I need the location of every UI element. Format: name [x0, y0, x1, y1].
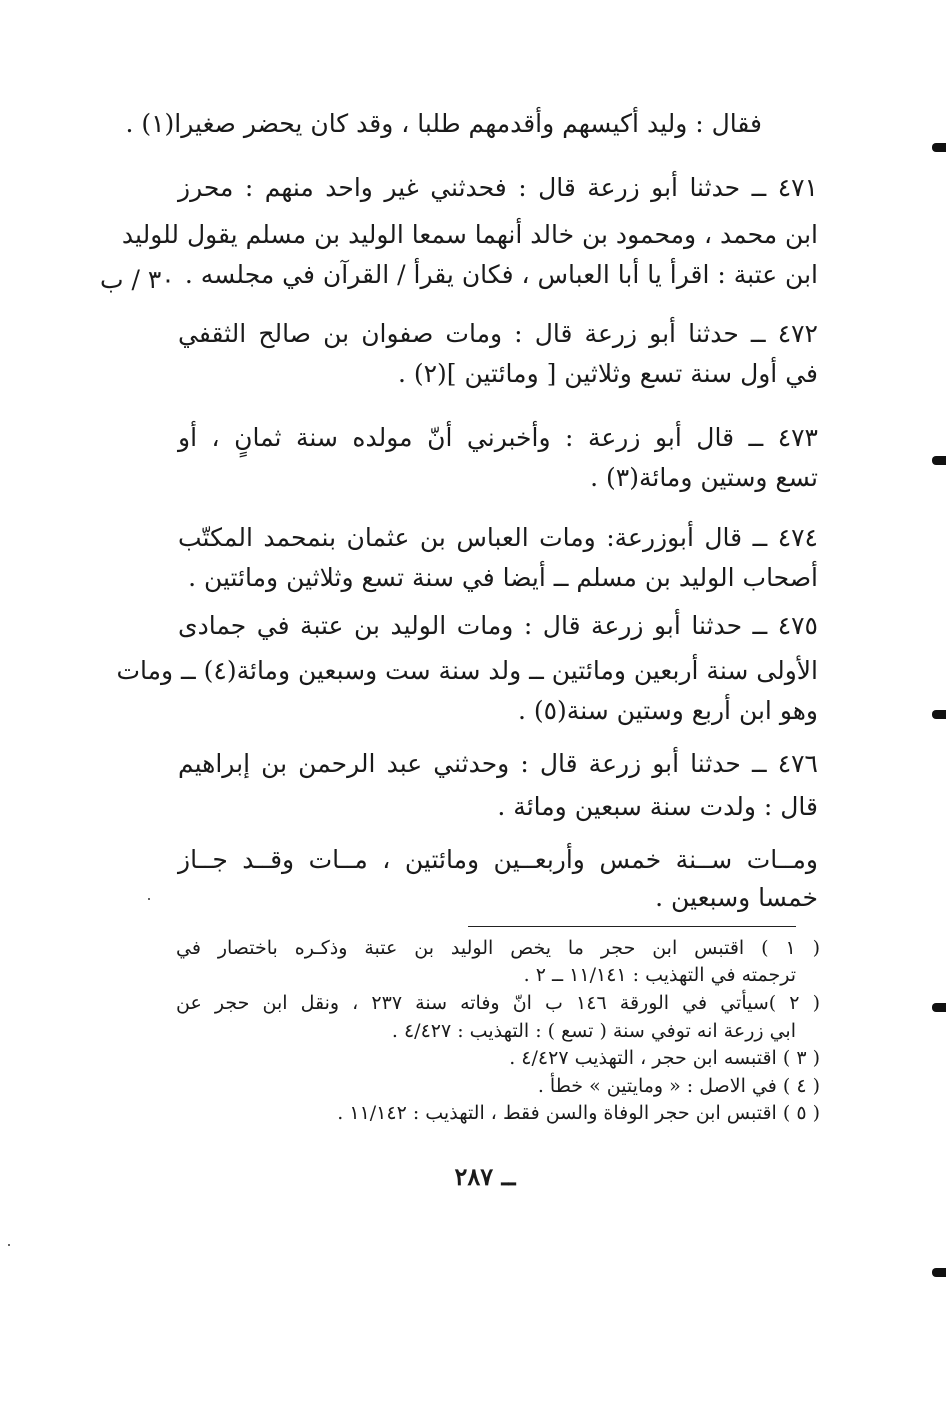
- footnote-1-line-1: ( ١ ) اقتبس ابن حجر ما يخص الوليد بن عتبة وذكـره باختصار في: [176, 937, 820, 959]
- footnote-3: ( ٣ ) اقتبسه ابن حجر ، التهذيب ٤/٤٢٧ .: [509, 1047, 820, 1069]
- closing-line-1: ومــات ســنة خمس وأربعــين ومائتين ، مــات وقــد جــاز: [178, 845, 818, 874]
- page-number: ــ ٢٨٧: [454, 1162, 516, 1191]
- folio-margin-note: ٣٠ / ب: [100, 265, 175, 294]
- entry-475-line-3: وهو ابن أربع وستين سنة(٥) .: [517, 696, 818, 725]
- closing-line-2: خمسا وسبعين .: [655, 883, 818, 912]
- text-line-1: فقال : وليد أكيسهم وأقدمهم طلبا ، وقد كان يحضر صغيرا(١) .: [125, 109, 762, 138]
- entry-471-line-3: ابن عتبة : اقرأ يا أبا العباس ، فكان يقرأ / القرآن في مجلسه .: [184, 260, 818, 289]
- footnote-5: ( ٥ ) اقتبس ابن حجر الوفاة والسن فقط ، التهذيب : ١١/١٤٢ .: [337, 1102, 820, 1124]
- entry-476-line-2: قال : ولدت سنة سبعين ومائة .: [497, 792, 818, 821]
- entry-471-line-1: ٤٧١ ــ حدثنا أبو زرعة قال : فحدثني غير واحد منهم : محرز: [178, 173, 818, 202]
- entry-474-line-2: أصحاب الوليد بن مسلم ــ أيضا في سنة تسع وثلاثين ومائتين .: [188, 563, 818, 592]
- scan-edge-mark: [932, 456, 946, 465]
- entry-475-line-1: ٤٧٥ ــ حدثنا أبو زرعة قال : ومات الوليد بن عتبة في جمادى: [178, 611, 818, 640]
- entry-471-line-2: ابن محمد ، ومحمود بن خالد أنهما سمعا الوليد بن مسلم يقول للوليد: [121, 220, 818, 249]
- scan-edge-mark: [932, 143, 946, 152]
- entry-473-line-2: تسع وستين ومائة(٣) .: [590, 463, 818, 492]
- scan-speck: [148, 898, 150, 900]
- entry-476-line-1: ٤٧٦ ــ حدثنا أبو زرعة قال : وحدثني عبد الرحمن بن إبراهيم: [178, 749, 818, 778]
- footnote-4: ( ٤ ) في الاصل : « ومايتين » خطأ .: [537, 1075, 820, 1097]
- entry-472-line-2: في أول سنة تسع وثلاثين [ ومائتين ](٢) .: [397, 359, 818, 388]
- entry-474-line-1: ٤٧٤ ــ قال أبوزرعة: ومات العباس بن عثمان بنمحمد المكتّب: [178, 523, 818, 552]
- entry-473-line-1: ٤٧٣ ــ قال أبو زرعة : وأخبرني أنّ مولده سنة ثمانٍ ، أو: [178, 423, 818, 452]
- scan-edge-mark: [932, 1268, 946, 1277]
- footnote-separator: [468, 926, 796, 927]
- entry-475-line-2: الأولى سنة أربعين ومائتين ــ ولد سنة ست وسبعين ومائة(٤) ــ ومات: [116, 656, 818, 685]
- scan-edge-mark: [932, 710, 946, 719]
- footnote-1-line-2: ترجمته في التهذيب : ١١/١٤١ ــ ٢ .: [523, 964, 796, 986]
- footnote-2-line-2: ابي زرعة انه توفي سنة ( تسع ) : التهذيب : ٤/٤٢٧ .: [391, 1020, 796, 1042]
- scan-speck: [8, 1244, 10, 1246]
- footnote-2-line-1: ( ٢ )سيأتي في الورقة ١٤٦ ب انّ وفاته سنة ٢٣٧ ، ونقل ابن حجر عن: [176, 992, 821, 1014]
- scan-edge-mark: [932, 1003, 946, 1012]
- entry-472-line-1: ٤٧٢ ــ حدثنا أبو زرعة قال : ومات صفوان بن صالح الثقفي: [178, 319, 818, 348]
